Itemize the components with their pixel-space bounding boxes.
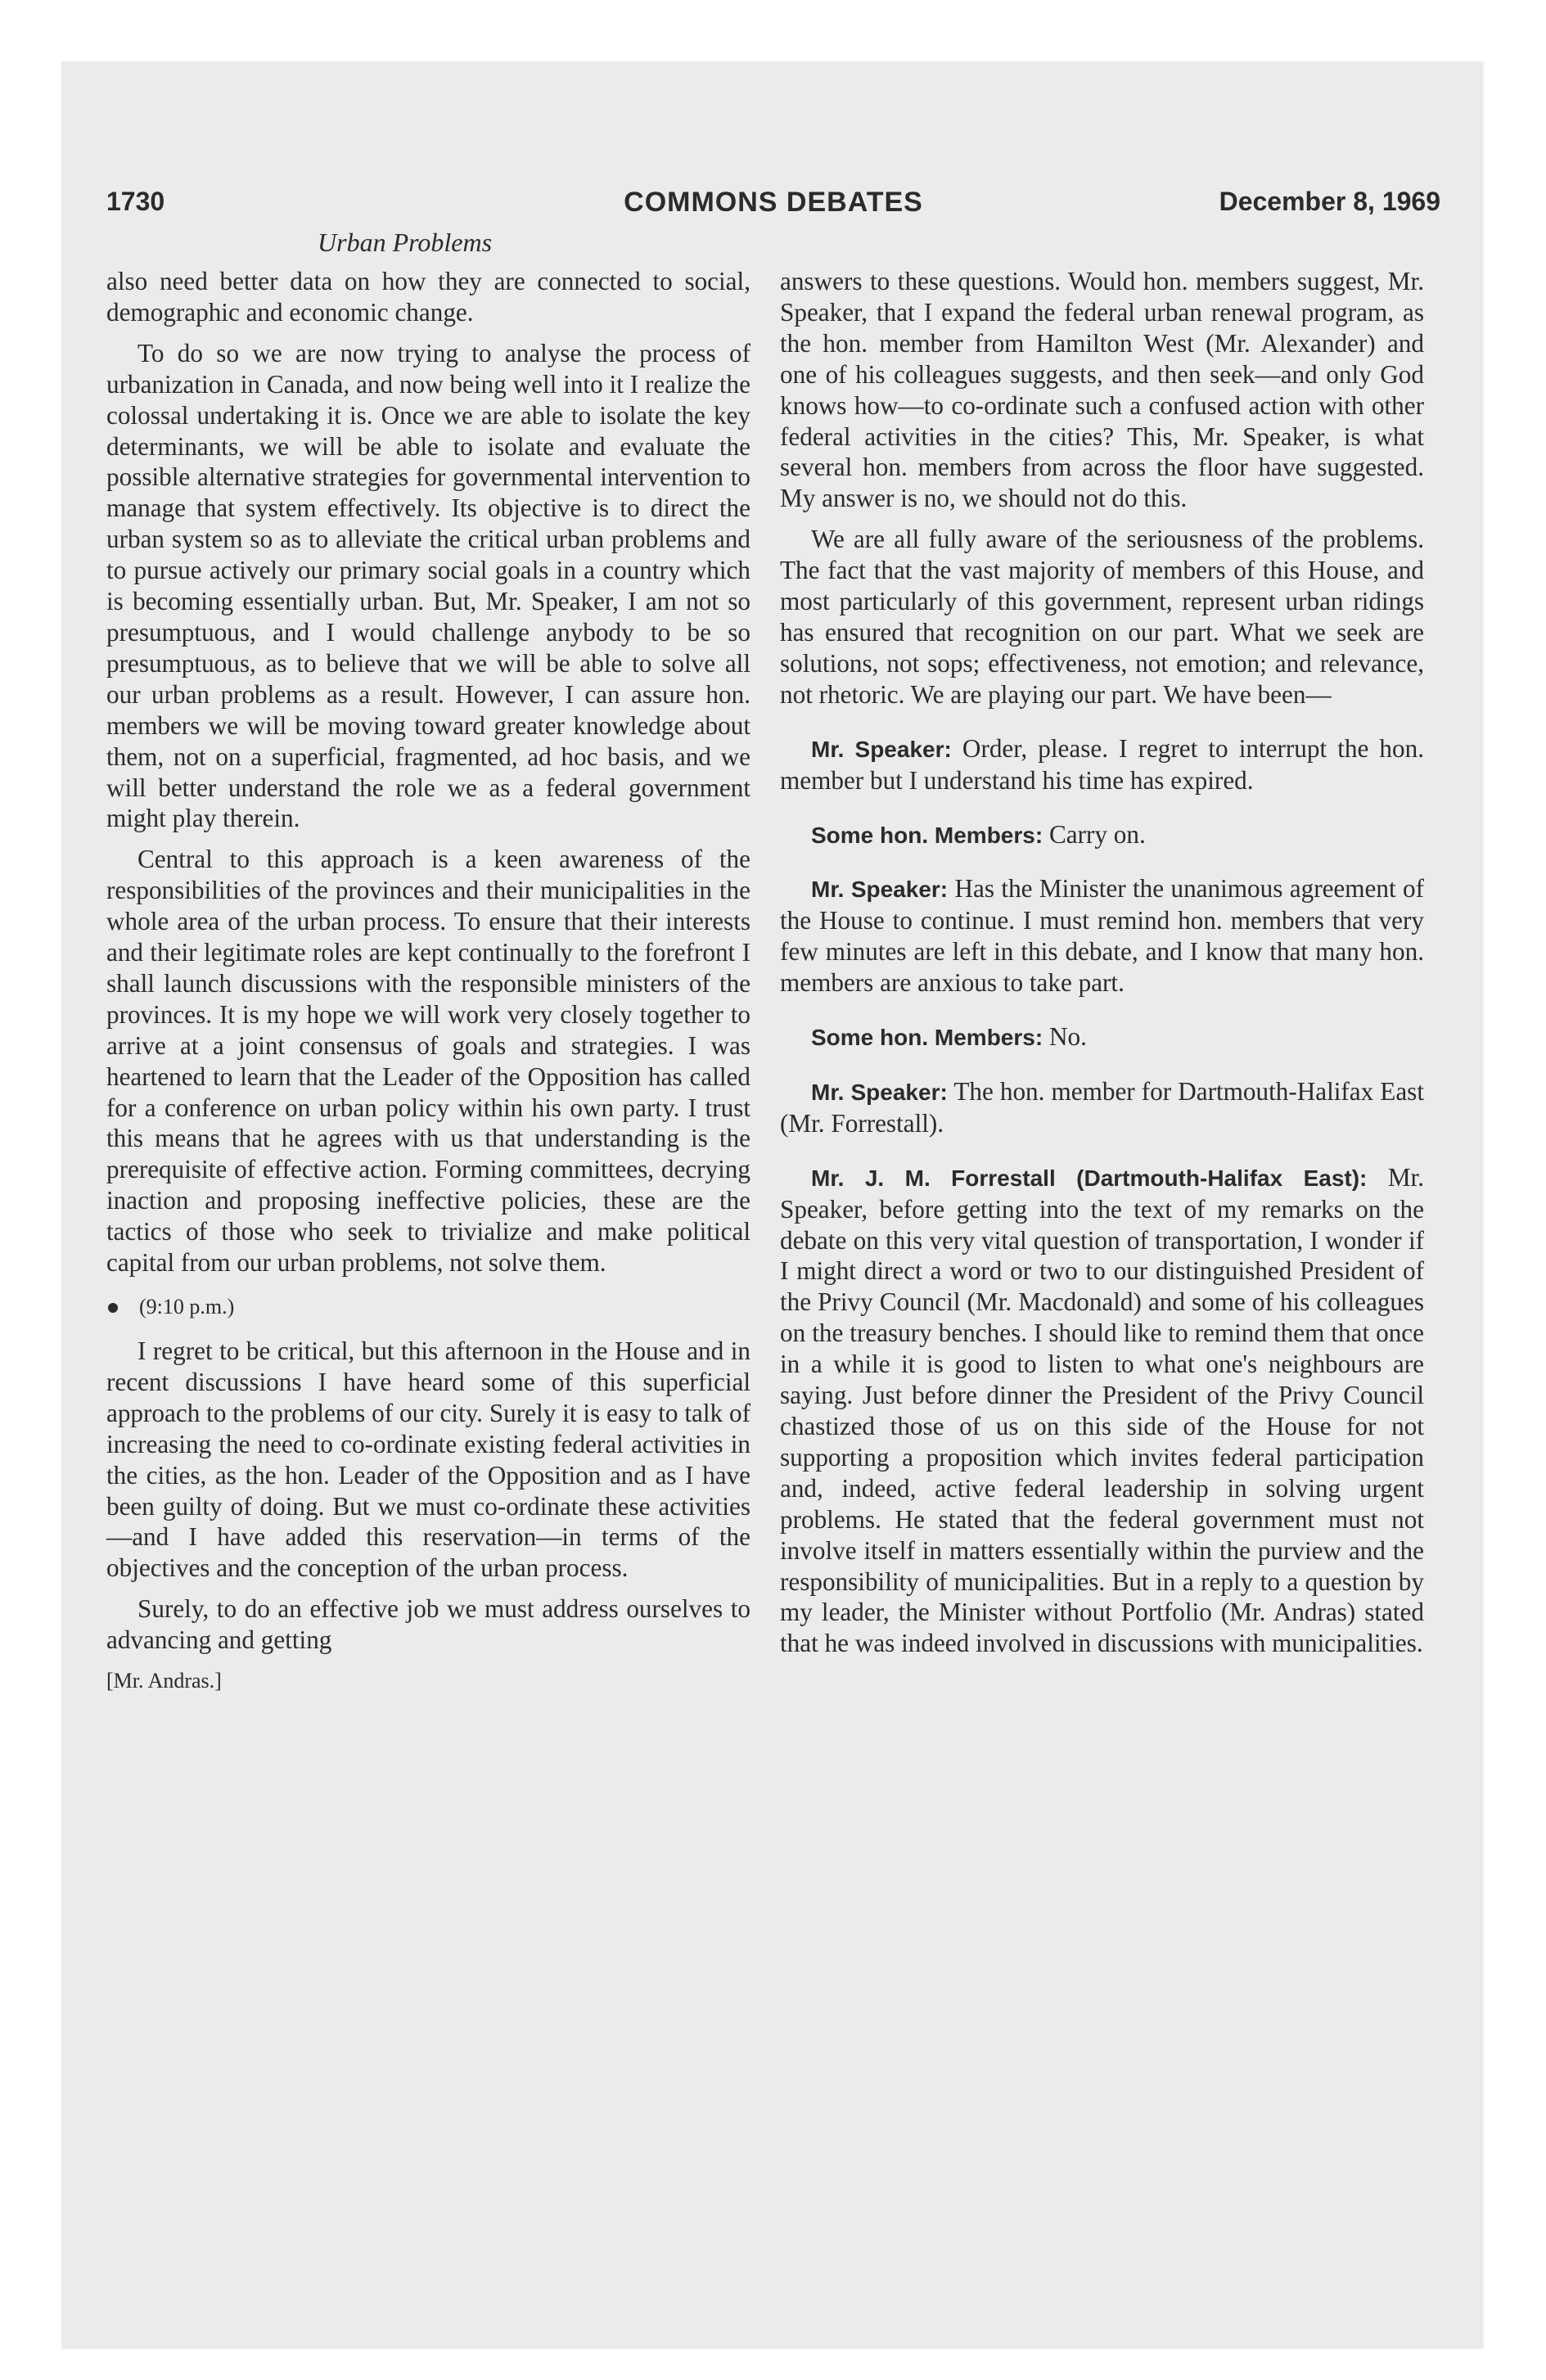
right-column — [780, 266, 1424, 1682]
speech-text: No. — [1048, 1022, 1087, 1052]
time-stamp — [106, 1295, 750, 1319]
paragraph: answers to these questions. Would hon. members suggest, Mr. Speaker, that I expand the federal urban renewal program, as the hon. member from Hamilton West (Mr. Alexander) and one of his colleagues suggests, and then seek—and only God knows how—to co-ordinate such a confused action with other federal activities in the cities? This, Mr. Speaker, is what several hon. members from across the floor have suggested. My answer is no, we should not do this. — [780, 267, 1424, 513]
speech-text: Order, please. I regret to interrupt the hon. member but I understand his time has expired. — [780, 733, 1424, 795]
bullet-icon — [108, 1303, 118, 1313]
left-column — [106, 266, 750, 1693]
speech-text: Carry on. — [1048, 819, 1146, 849]
page-header — [106, 187, 1440, 236]
paragraph: We are all fully aware of the seriousness of the problems. The fact that the vast majority of members of this House, and most particularly of this government, represent urban ridings has ensured that recognition on our part. What we seek are solutions, not sops; effectiveness, not emotion; and relevance, not rhetoric. We are playing our part. We have been— — [780, 525, 1424, 709]
speech-text: Mr. Speaker, before getting into the text of my remarks on the debate on this very vital question of transportation, I wonder if I might direct a word or two to our distinguished President of the Privy Council (Mr. Macdonald) and some of his colleagues on the treasury benches. I should like to remind them that once in a while it is good to listen to what one's neighbours are saying. Just before dinner the President of the Privy Council chastized those of us on this side of the House for not supporting a proposition which invites federal participation and, indeed, active federal leadership in solving urgent problems. He stated that the federal government must not involve itself in matters essentially within the purview and the responsibility of municipalities. But in a reply to a question by my leader, the Minister without Portfolio (Mr. Andras) stated that he was indeed involved in discussions with municipalities. — [780, 1162, 1425, 1658]
paragraph: Surely, to do an effective job we must address ourselves to advancing and getting — [106, 1594, 750, 1655]
speech-forrestall — [780, 1162, 1424, 1660]
page-date: December 8, 1969 — [1219, 187, 1440, 216]
page-number: 1730 — [106, 187, 165, 216]
running-subject: Urban Problems — [318, 228, 493, 257]
speaker-name: Some hon. Members: — [811, 822, 1043, 848]
speech-text: The hon. member for Dartmouth-Halifax East (Mr. Forrestall). — [780, 1076, 1424, 1138]
speech-speaker — [780, 873, 1424, 998]
speaker-footer: [Mr. Andras.] — [106, 1669, 222, 1693]
speaker-name: Mr. Speaker: — [811, 1079, 948, 1105]
time-text: (9:10 p.m.) — [139, 1295, 235, 1318]
paragraph: To do so we are now trying to analyse the process of urbanization in Canada, and now being well into it I realize the colossal undertaking it is. Once we are able to isolate the key determinants, we will be able to isolate and evaluate the possible alternative strategies for governmental intervention to manage that system effectively. Its objective is to direct the urban system so as to alleviate the critical urban problems and to pursue actively our primary social goals in a country which is becoming essentially urban. But, Mr. Speaker, I am not so presumptuous, and I would challenge anybody to be so presumptuous, as to believe that we will be able to solve all our urban problems as a result. However, I can assure hon. members we will be moving toward greater knowledge about them, not on a superficial, fragmented, ad hoc basis, and we will better understand the role we as a federal government might play therein. — [106, 338, 750, 833]
speech-speaker — [780, 733, 1424, 796]
paragraph: Central to this approach is a keen awareness of the responsibilities of the provinces and their municipalities in the whole area of the urban process. To ensure that their interests and their legitimate roles are kept continually to the forefront I shall launch discussions with the responsible ministers of the provinces. It is my hope we will work very closely together to arrive at a joint consensus of goals and strategies. I was heartened to learn that the Leader of the Opposition has called for a conference on urban policy within his own party. I trust this means that he agrees with us that understanding is the prerequisite of effective action. Forming committees, decrying inaction and proposing ineffective policies, these are the tactics of those who seek to trivialize and make political capital from our urban problems, not solve them. — [106, 845, 750, 1278]
speaker-name: Mr. Speaker: — [811, 877, 949, 903]
speech-speaker — [780, 1076, 1424, 1139]
speaker-name: Some hon. Members: — [811, 1025, 1043, 1051]
speech-members — [780, 1021, 1424, 1053]
paragraph: also need better data on how they are connected to social, demographic and economic change. — [106, 267, 750, 327]
speech-members — [780, 819, 1424, 851]
speaker-name: Mr. J. M. Forrestall (Dartmouth-Halifax East): — [811, 1165, 1368, 1191]
paragraph: I regret to be critical, but this afternoon in the House and in recent discussions I have heard some of this superficial approach to the problems of our city. Surely it is easy to talk of increasing the need to co-ordinate existing federal activities in the cities, as the hon. Leader of the Opposition and as I have been guilty of doing. But we must co-ordinate these activities—and I have added this reservation—in terms of the objectives and the conception of the urban process. — [106, 1336, 750, 1583]
speech-text: Has the Minister the unanimous agreement of the House to continue. I must remind hon. members that very few minutes are left in this debate, and I know that many hon. members are anxious to take part. — [780, 874, 1425, 998]
publication-title: COMMONS DEBATES — [624, 187, 923, 218]
speaker-name: Mr. Speaker: — [811, 736, 952, 762]
